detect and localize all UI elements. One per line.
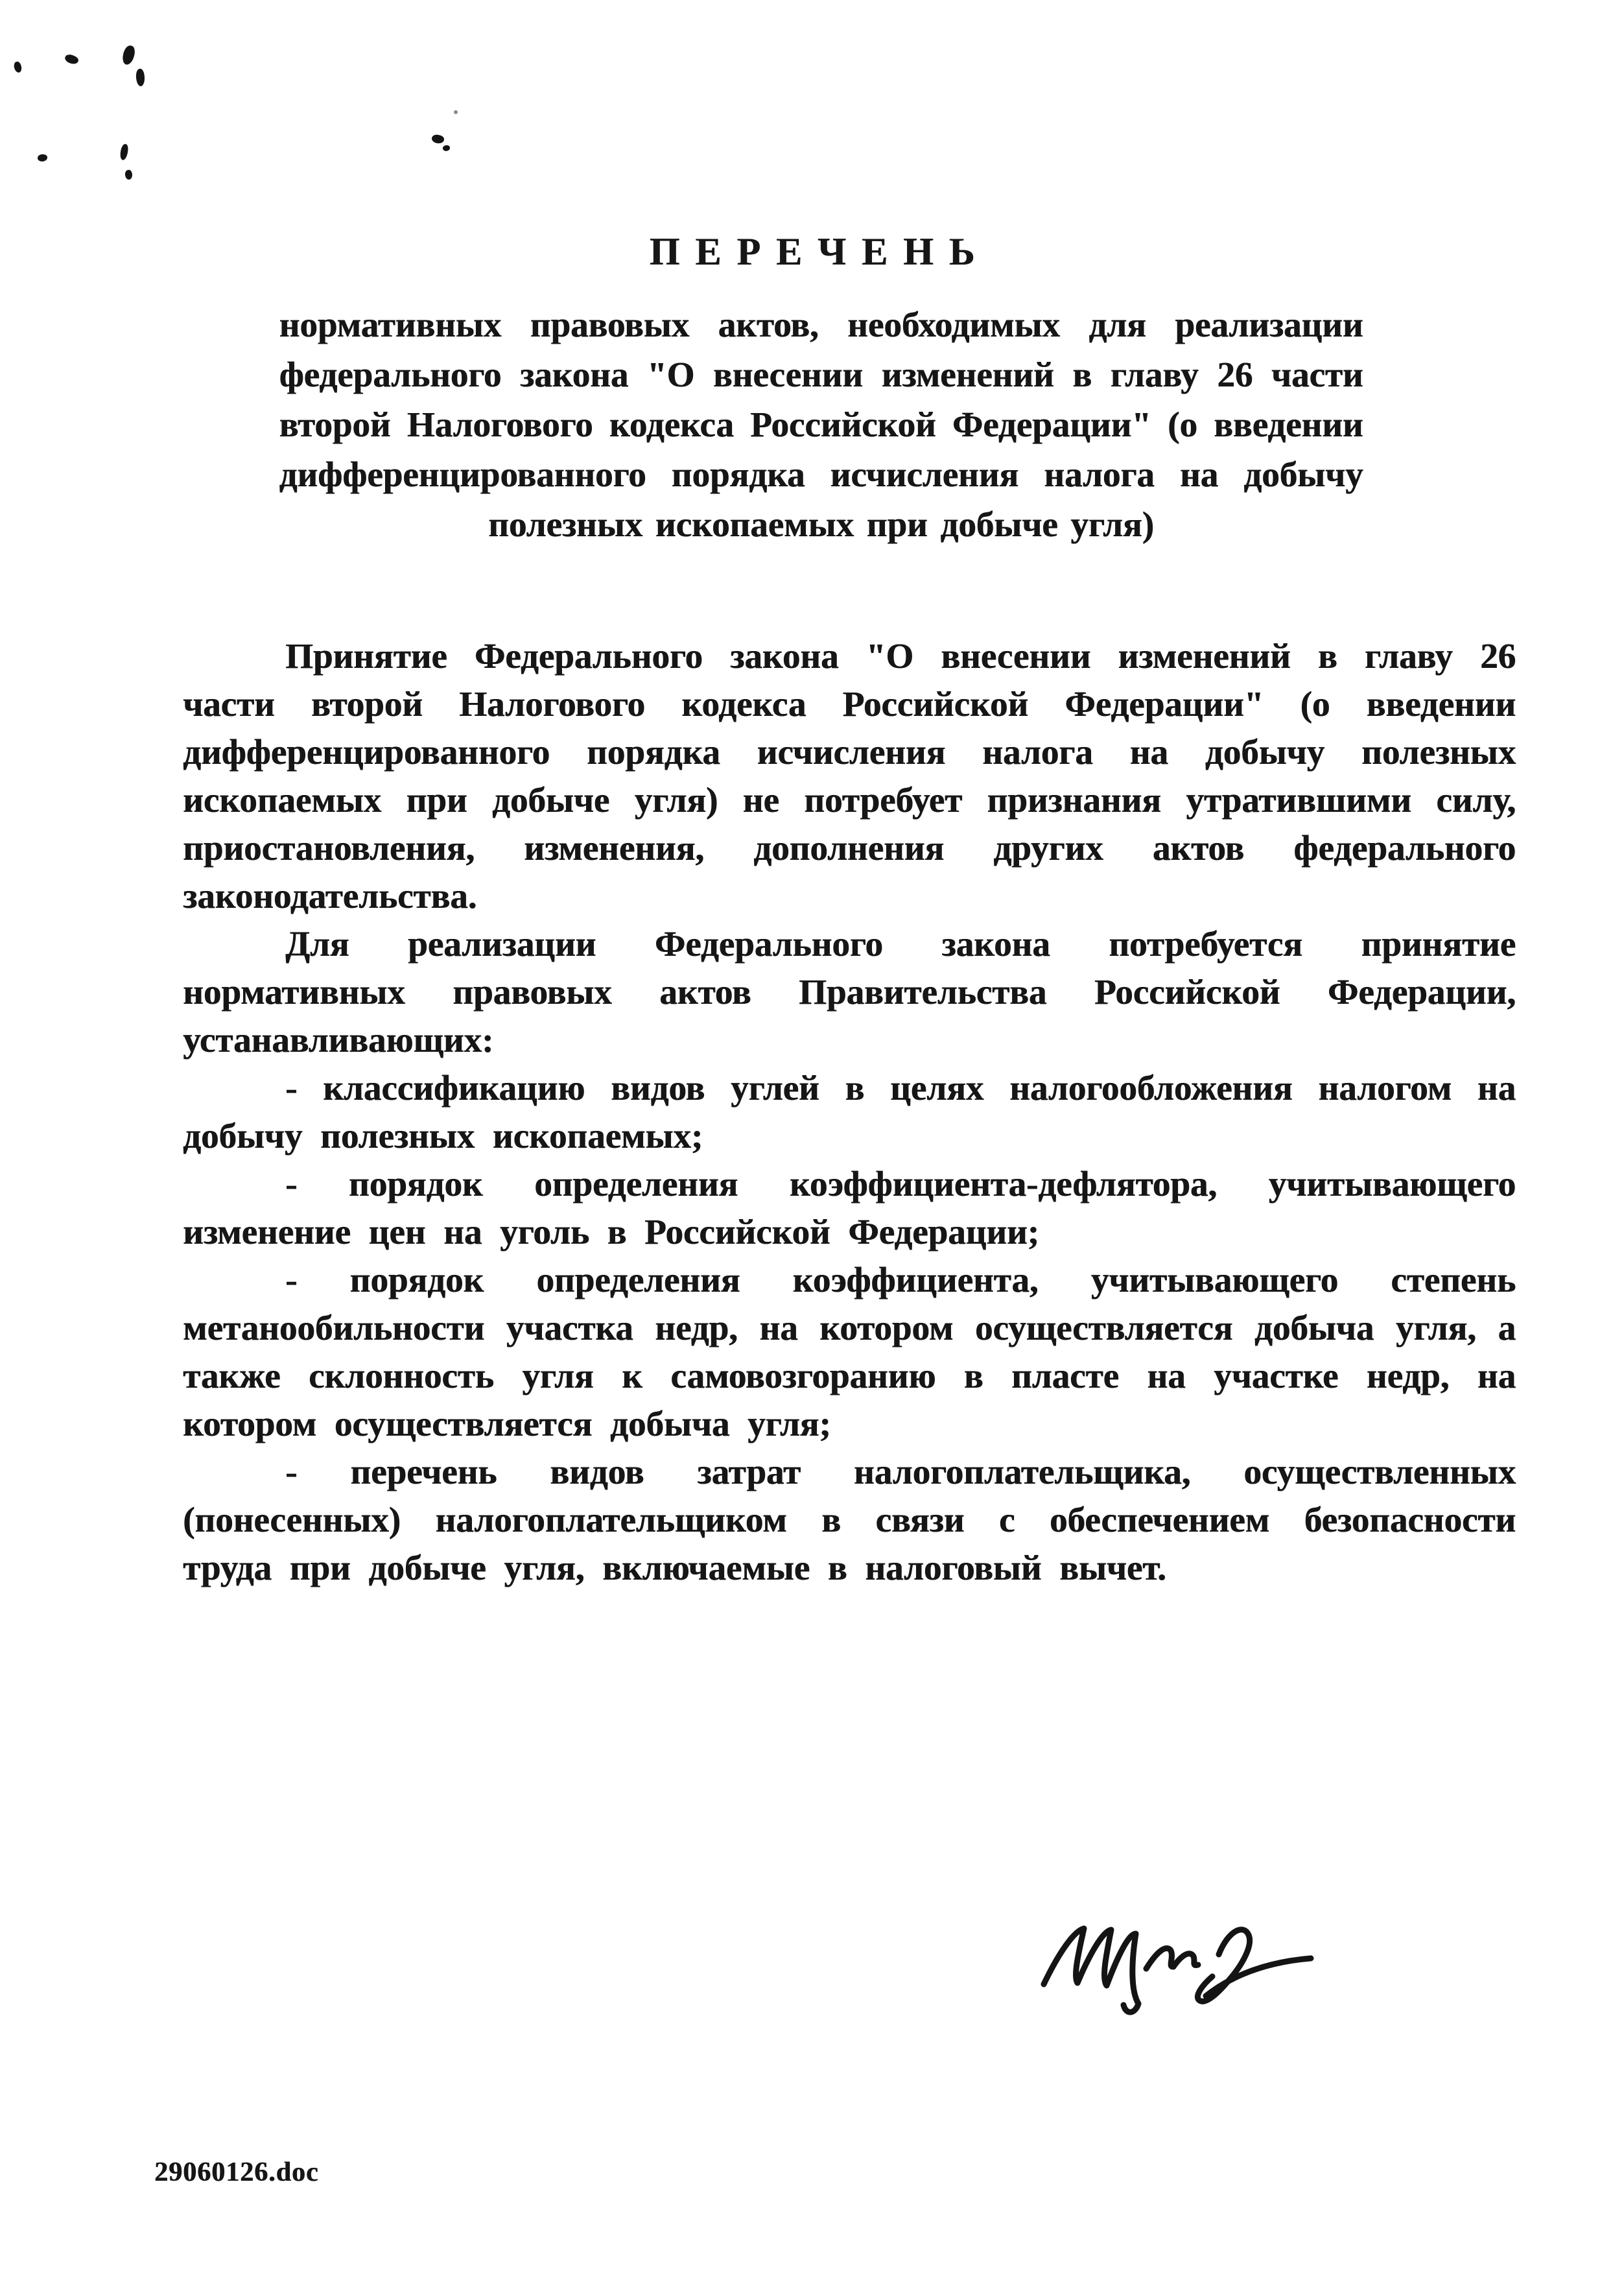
paragraph: - классификацию видов углей в целях налогообложения налогом на добычу полезных ископаемых; bbox=[183, 1068, 1516, 1156]
ink-speck bbox=[13, 61, 23, 74]
paragraph: - порядок определения коэффициента-дефлятора, учитывающего изменение цен на уголь в Российской Федерации; bbox=[183, 1164, 1516, 1252]
ink-speck bbox=[124, 169, 133, 180]
paragraph: Для реализации Федерального закона потребуется принятие нормативных правовых актов Правительства Российской Федерации, устанавливающих: bbox=[183, 924, 1516, 1060]
ink-speck bbox=[443, 145, 450, 151]
ink-speck bbox=[64, 53, 79, 66]
document-body bbox=[183, 632, 1516, 1592]
ink-speck bbox=[119, 143, 128, 160]
signature-stroke bbox=[1036, 1875, 1320, 2021]
paragraph: - перечень видов затрат налогоплательщика, осуществленных (понесенных) налогоплательщиком в связи с обеспечением безопасности труда при добыче угля, включаемые в налоговый вычет. bbox=[183, 1452, 1516, 1587]
document-title: ПЕРЕЧЕНЬ bbox=[649, 230, 991, 273]
ink-speck bbox=[38, 154, 47, 161]
document-subtitle: нормативных правовых актов, необходимых для реализации федерального закона "О внесении изменений в главу 26 части второй Налогового кодекса Российской Федерации" (о введении дифференцированного порядка исчисления налога на добычу полезных ископаемых при добыче угля) bbox=[279, 305, 1363, 544]
ink-speck bbox=[121, 45, 136, 66]
paragraph: - порядок определения коэффициента, учитывающего степень метанообильности участка недр, на котором осуществляется добыча угля, а также склонность угля к самовозгоранию в пласте на участке недр, на котором осуществляется добыча угля; bbox=[183, 1260, 1516, 1443]
footer-filename: 29060126.doc bbox=[154, 2157, 319, 2187]
ink-speck bbox=[135, 68, 146, 86]
handwritten-signature bbox=[1036, 1875, 1320, 2021]
ink-speck bbox=[454, 110, 458, 114]
paragraph: Принятие Федерального закона "О внесении изменений в главу 26 части второй Налогового кодекса Российской Федерации" (о введении дифференцированного порядка исчисления налога на добычу полезных ископаемых при добыче угля) не потребует признания утратившими силу, приостановления, изменения, дополнения других актов федерального законодательства. bbox=[183, 636, 1516, 916]
ink-speck bbox=[431, 134, 445, 145]
